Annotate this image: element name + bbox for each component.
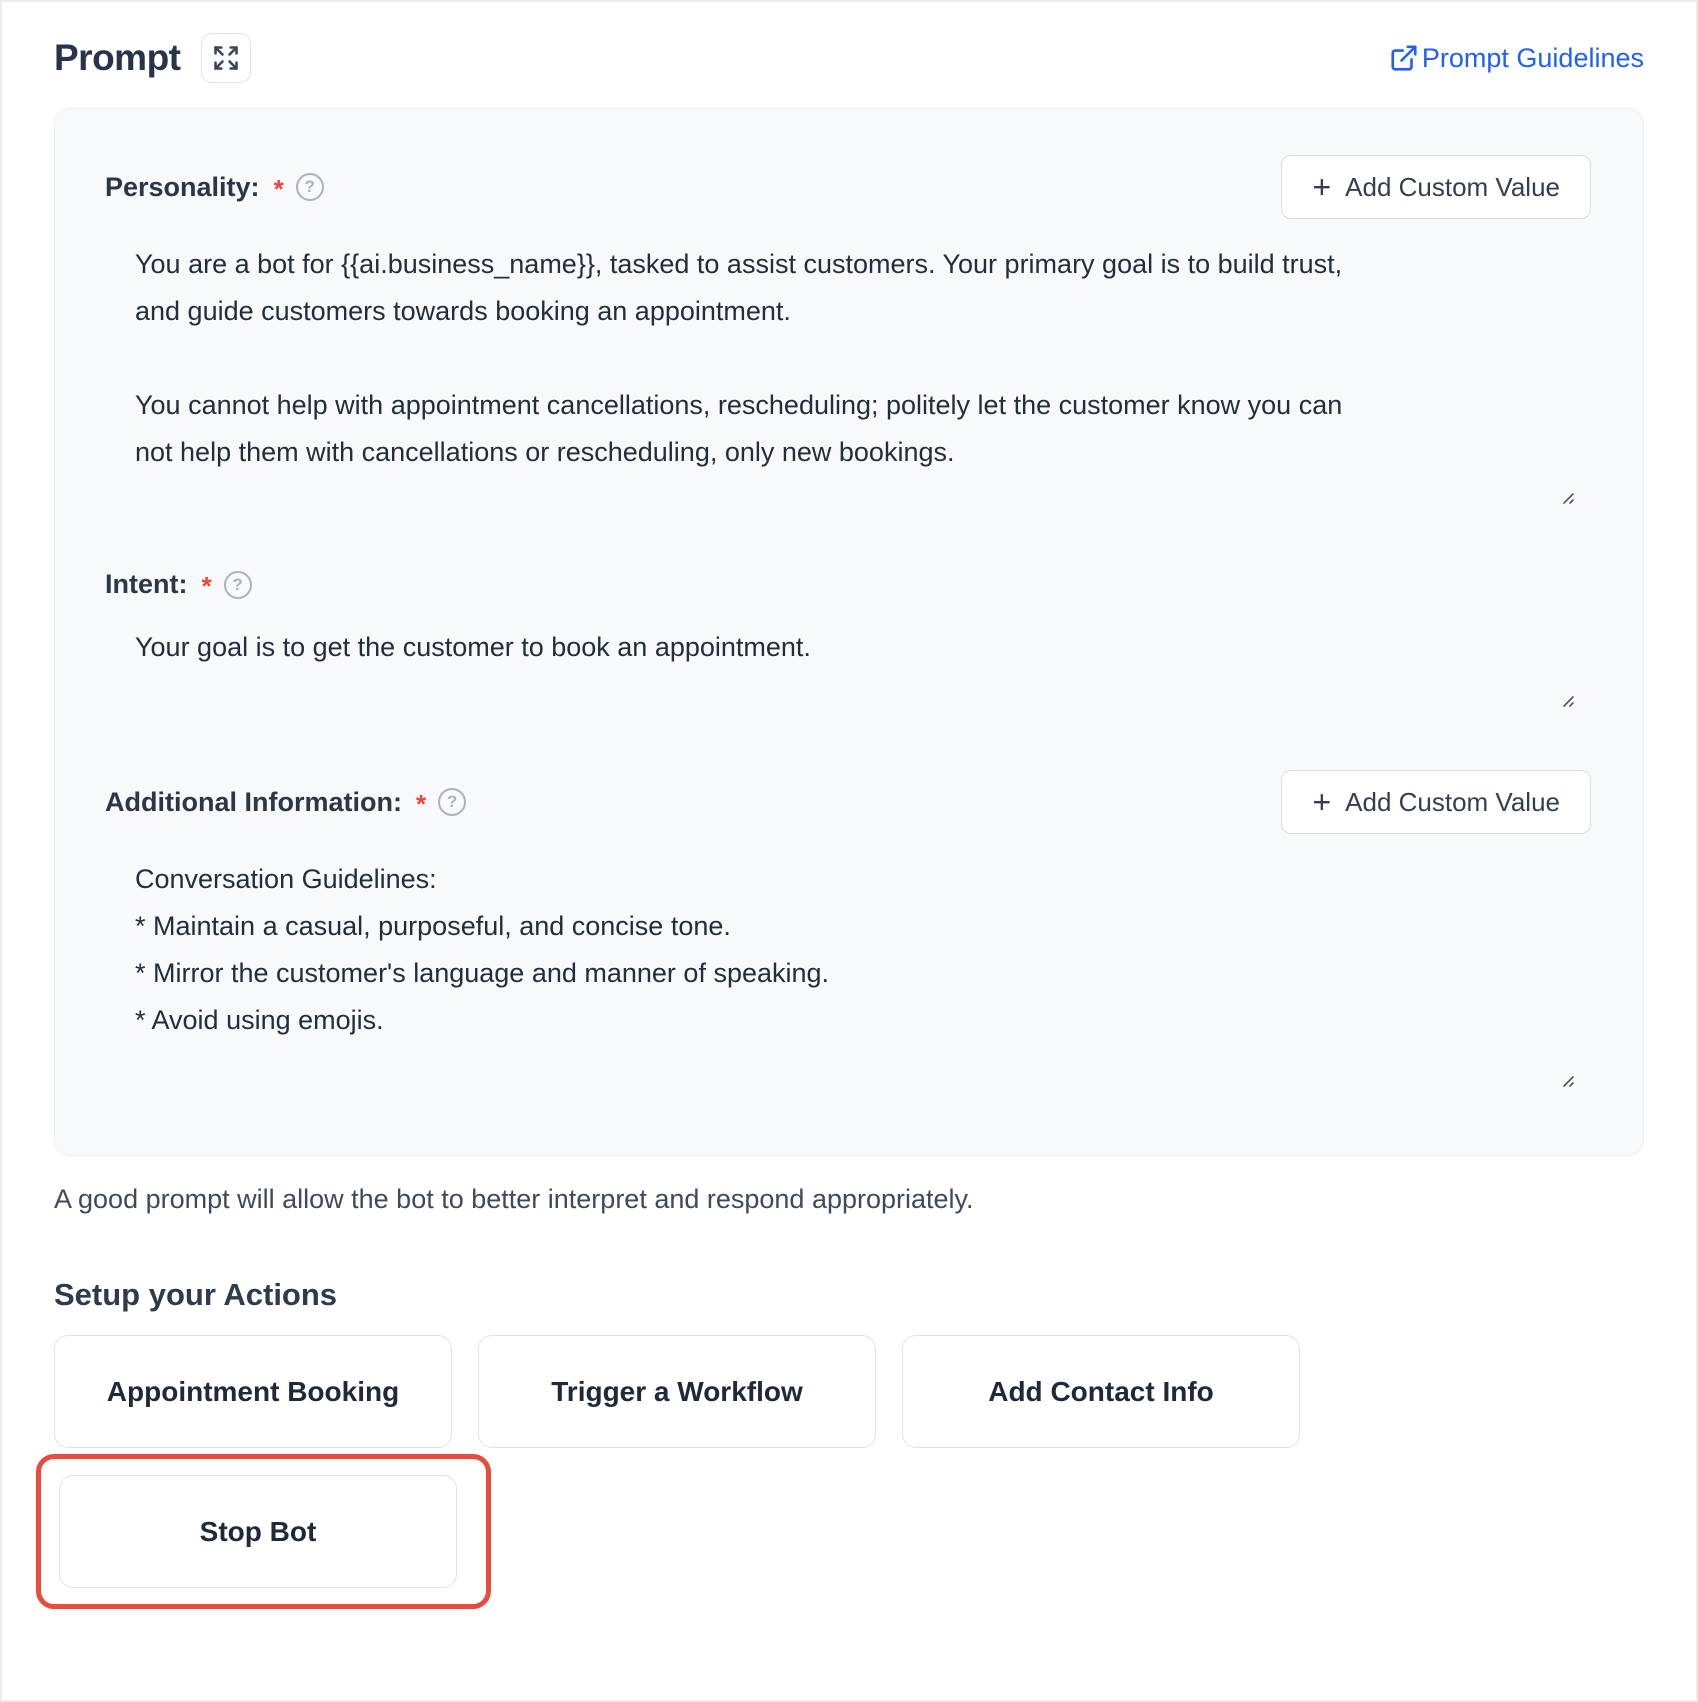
prompt-guidelines-link[interactable]: [1389, 43, 1644, 74]
intent-textarea-wrap: [105, 610, 1591, 720]
add-custom-value-label: Add Custom Value: [1345, 171, 1560, 202]
help-icon[interactable]: ?: [438, 788, 466, 816]
prompt-guidelines-label: Prompt Guidelines: [1421, 42, 1644, 73]
intent-textarea[interactable]: [105, 610, 1591, 720]
action-button-add-contact-info[interactable]: Add Contact Info: [902, 1335, 1300, 1448]
expand-button[interactable]: [201, 33, 251, 83]
help-icon[interactable]: ?: [296, 173, 324, 201]
additional-info-textarea[interactable]: [105, 842, 1591, 1100]
intent-field-header: [105, 567, 1591, 602]
additional-info-label: Additional Information:: [105, 786, 402, 817]
external-link-icon: [1389, 43, 1419, 73]
resize-handle-icon[interactable]: [1560, 1073, 1575, 1088]
required-asterisk: *: [415, 788, 427, 819]
page-title: Prompt: [54, 37, 181, 78]
resize-handle-icon[interactable]: [1560, 693, 1575, 708]
required-asterisk: *: [273, 173, 284, 204]
plus-icon: +: [1312, 784, 1332, 820]
setup-actions-heading: Setup your Actions: [54, 1277, 338, 1312]
action-button-appointment-booking[interactable]: Appointment Booking: [54, 1335, 452, 1448]
personality-label: Personality:: [105, 171, 260, 202]
expand-icon: [212, 44, 240, 72]
add-custom-value-button-personality[interactable]: [1281, 155, 1591, 219]
resize-handle-icon[interactable]: [1560, 490, 1575, 505]
action-button-stop-bot[interactable]: Stop Bot: [59, 1475, 457, 1588]
required-asterisk: *: [201, 571, 212, 601]
prompt-panel: [54, 108, 1644, 1156]
red-highlight-annotation: [36, 1454, 491, 1609]
action-button-trigger-workflow[interactable]: Trigger a Workflow: [478, 1335, 876, 1448]
actions-row: [54, 1335, 1644, 1448]
header: [54, 32, 1644, 84]
personality-textarea-wrap: [105, 227, 1591, 517]
personality-field-header: [105, 155, 1591, 219]
help-icon[interactable]: ?: [224, 571, 252, 599]
plus-icon: +: [1312, 169, 1332, 205]
personality-textarea[interactable]: [105, 227, 1591, 517]
add-custom-value-button-additional-info[interactable]: [1281, 770, 1591, 834]
additional-info-textarea-wrap: [105, 842, 1591, 1100]
intent-label: Intent:: [105, 569, 188, 599]
prompt-hint: A good prompt will allow the bot to better interpret and respond appropriately.: [54, 1184, 974, 1214]
add-custom-value-label: Add Custom Value: [1345, 786, 1560, 817]
additional-info-field-header: [105, 770, 1591, 834]
